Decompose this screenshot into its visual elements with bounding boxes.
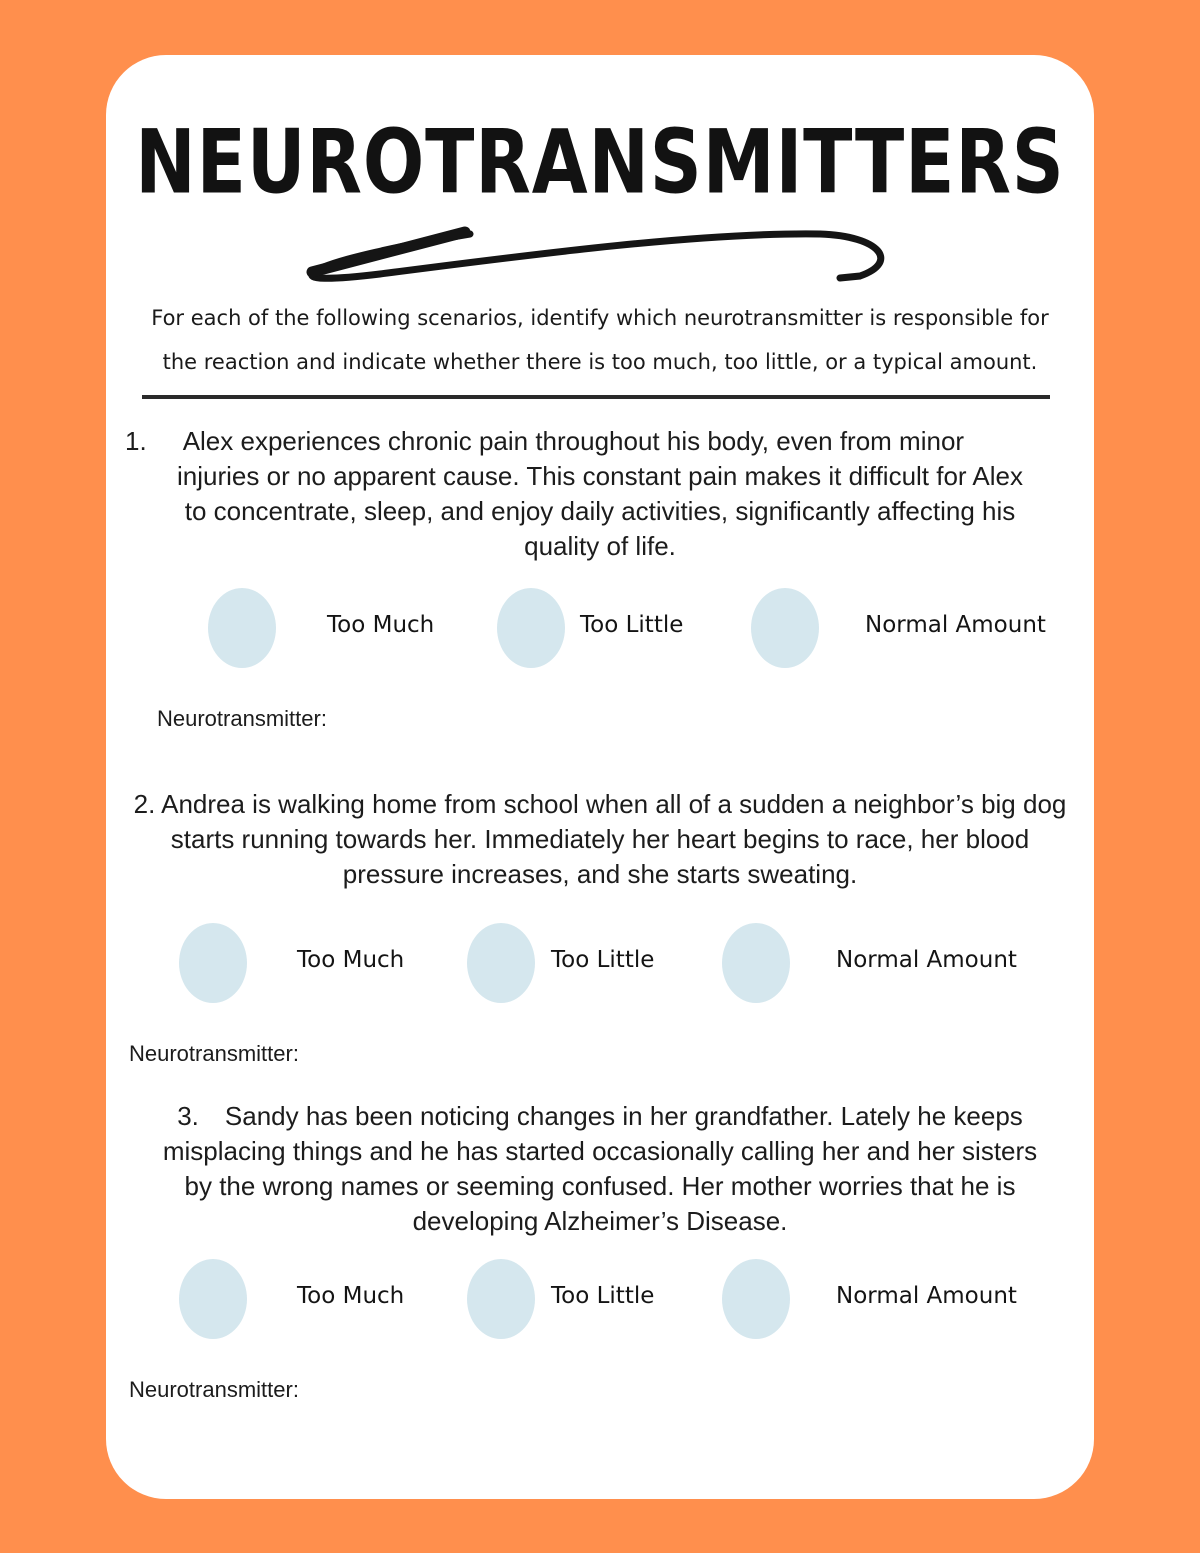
q1-neurotransmitter-label: Neurotransmitter: [157, 706, 327, 731]
q3-too-much-bubble[interactable] [179, 1259, 247, 1339]
instructions-line-1: For each of the following scenarios, identify which neurotransmitter is responsible for [151, 306, 1049, 330]
question-3-line-3: by the wrong names or seeming confused. Her mother worries that he is [184, 1171, 1016, 1201]
q3-too-little-label: Too Little [551, 1283, 655, 1309]
question-1-line-1 [125, 424, 1075, 459]
question-2 [100, 787, 1100, 892]
question-2-text-1: Andrea is walking home from school when all of a sudden a neighbor’s big dog [161, 789, 1067, 819]
question-3-line-1 [125, 1099, 1075, 1134]
decorative-swoosh [300, 222, 890, 292]
q1-too-little-label: Too Little [580, 612, 684, 638]
question-1-line-4: quality of life. [524, 531, 676, 561]
question-1-number: 1. [125, 426, 147, 456]
page-title: NEUROTRANSMITTERS [135, 110, 1065, 214]
q1-too-much-bubble[interactable] [208, 588, 276, 668]
instructions-line-2: the reaction and indicate whether there is too much, too little, or a typical amount. [162, 350, 1038, 374]
question-3-line-4: developing Alzheimer’s Disease. [412, 1206, 788, 1236]
instructions [130, 296, 1070, 384]
q2-too-much-bubble[interactable] [179, 923, 247, 1003]
q3-too-little-bubble[interactable] [467, 1259, 535, 1339]
question-1 [125, 424, 1075, 564]
question-2-number: 2. [133, 789, 156, 819]
question-3 [125, 1099, 1075, 1239]
question-3-number: 3. [177, 1101, 199, 1131]
q3-normal-bubble[interactable] [722, 1259, 790, 1339]
question-1-text-1: Alex experiences chronic pain throughout his body, even from minor [182, 426, 965, 456]
q1-normal-label: Normal Amount [865, 612, 1046, 638]
q3-normal-label: Normal Amount [836, 1283, 1017, 1309]
q2-too-little-bubble[interactable] [467, 923, 535, 1003]
divider [142, 395, 1050, 399]
q2-normal-label: Normal Amount [836, 947, 1017, 973]
q3-too-much-label: Too Much [297, 1283, 405, 1309]
q1-normal-bubble[interactable] [751, 588, 819, 668]
q2-too-much-label: Too Much [297, 947, 405, 973]
question-1-line-3: to concentrate, sleep, and enjoy daily activities, significantly affecting his [184, 496, 1016, 526]
q1-too-little-bubble[interactable] [497, 588, 565, 668]
q2-too-little-label: Too Little [551, 947, 655, 973]
question-3-text-1: Sandy has been noticing changes in her grandfather. Lately he keeps [224, 1101, 1023, 1131]
q3-neurotransmitter-label: Neurotransmitter: [129, 1377, 299, 1402]
question-3-line-2: misplacing things and he has started occasionally calling her and her sisters [162, 1136, 1038, 1166]
question-1-line-2: injuries or no apparent cause. This constant pain makes it difficult for Alex [177, 461, 1023, 491]
question-2-line-1 [100, 787, 1100, 822]
question-2-line-3: pressure increases, and she starts sweating. [342, 859, 858, 889]
question-2-line-2: starts running towards her. Immediately her heart begins to race, her blood [170, 824, 1030, 854]
q2-normal-bubble[interactable] [722, 923, 790, 1003]
q1-too-much-label: Too Much [327, 612, 435, 638]
q2-neurotransmitter-label: Neurotransmitter: [129, 1041, 299, 1066]
